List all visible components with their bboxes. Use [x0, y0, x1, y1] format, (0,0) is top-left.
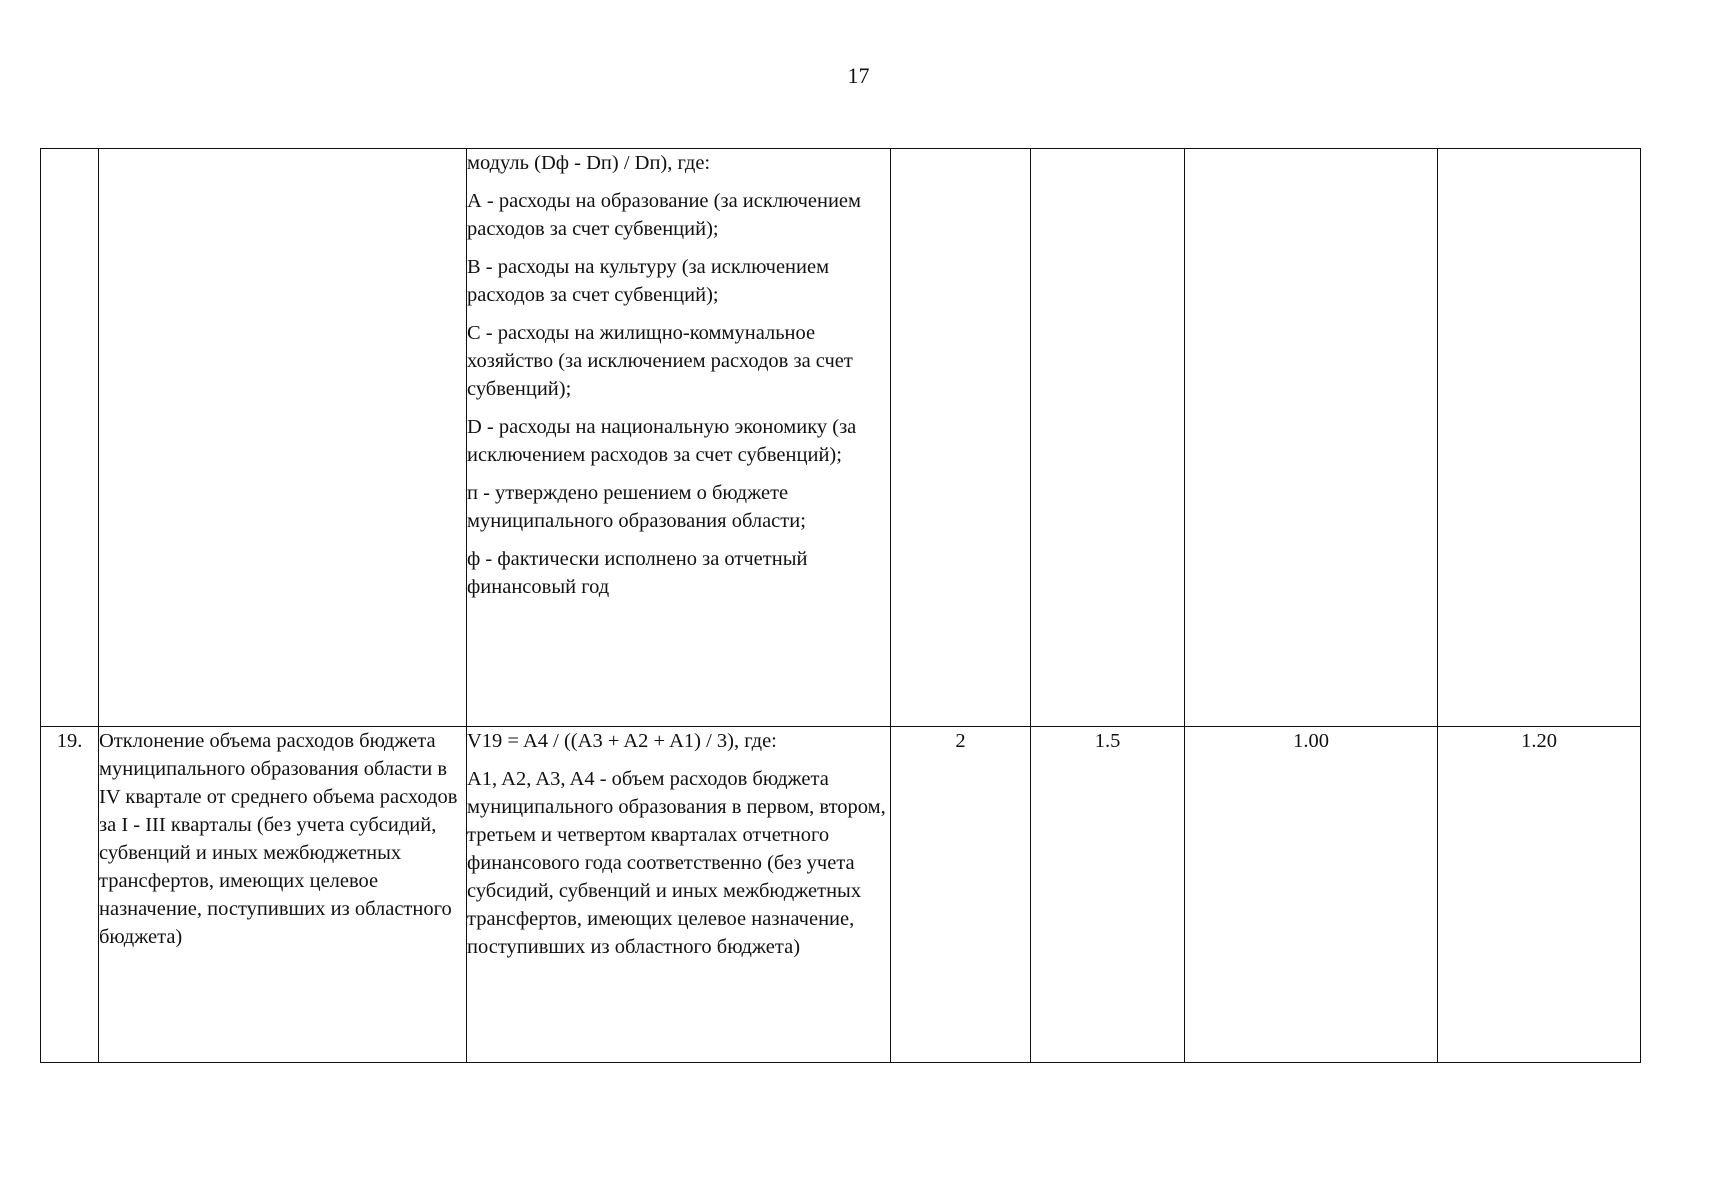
- cell-indicator-empty: [99, 149, 467, 727]
- cell-col5-empty: [1031, 149, 1185, 727]
- cell-col7-empty: [1438, 149, 1641, 727]
- table-row-19: [41, 727, 1641, 1063]
- value-col4: 2: [891, 727, 1031, 1063]
- value-col6: 1.00: [1185, 727, 1438, 1063]
- formula-line: ф - фактически исполнено за отчетный финансовый год: [467, 548, 808, 598]
- cell-formula-continued: [467, 149, 891, 727]
- formula-line: V19 = A4 / ((A3 + A2 + A1) / 3), где:: [467, 730, 777, 752]
- formula-line: А - расходы на образование (за исключением расходов за счет субвенций);: [467, 190, 862, 240]
- cell-number-empty: [41, 149, 99, 727]
- cell-col4-empty: [891, 149, 1031, 727]
- value-col7: 1.20: [1438, 727, 1641, 1063]
- cell-formula-19: [467, 727, 891, 1063]
- formula-line: D - расходы на национальную экономику (за исключением расходов за счет субвенций);: [467, 416, 857, 466]
- value-col5: 1.5: [1031, 727, 1185, 1063]
- cell-col6-empty: [1185, 149, 1438, 727]
- row-number: 19.: [41, 727, 99, 1063]
- formula-line: С - расходы на жилищно-коммунальное хозяйство (за исключением расходов за счет субвенций);: [467, 322, 853, 400]
- formula-line: модуль (Dф - Dп) / Dп), где:: [467, 152, 711, 174]
- table-row-continued: [41, 149, 1641, 727]
- page-number: 17: [847, 63, 870, 88]
- formula-line: В - расходы на культуру (за исключением расходов за счет субвенций);: [467, 256, 830, 306]
- indicator-name: Отклонение объема расходов бюджета муниципального образования области в IV квартале от среднего объема расходов за I - III кварталы (без учета субсидий, субвенций и иных межбюджетных трансфертов, имеющих целевое назначение, поступивших из областного бюджета): [99, 727, 467, 1063]
- formula-line: A1, A2, A3, A4 - объем расходов бюджета муниципального образования в первом, втором, третьем и четвертом кварталах отчетного финансового года соответственно (без учета субсидий, субвенций и иных межбюджетных трансфертов, имеющих целевое назначение, поступивших из областного бюджета): [467, 768, 886, 958]
- indicators-table: [40, 148, 1641, 1063]
- formula-line: п - утверждено решением о бюджете муниципального образования области;: [467, 482, 806, 532]
